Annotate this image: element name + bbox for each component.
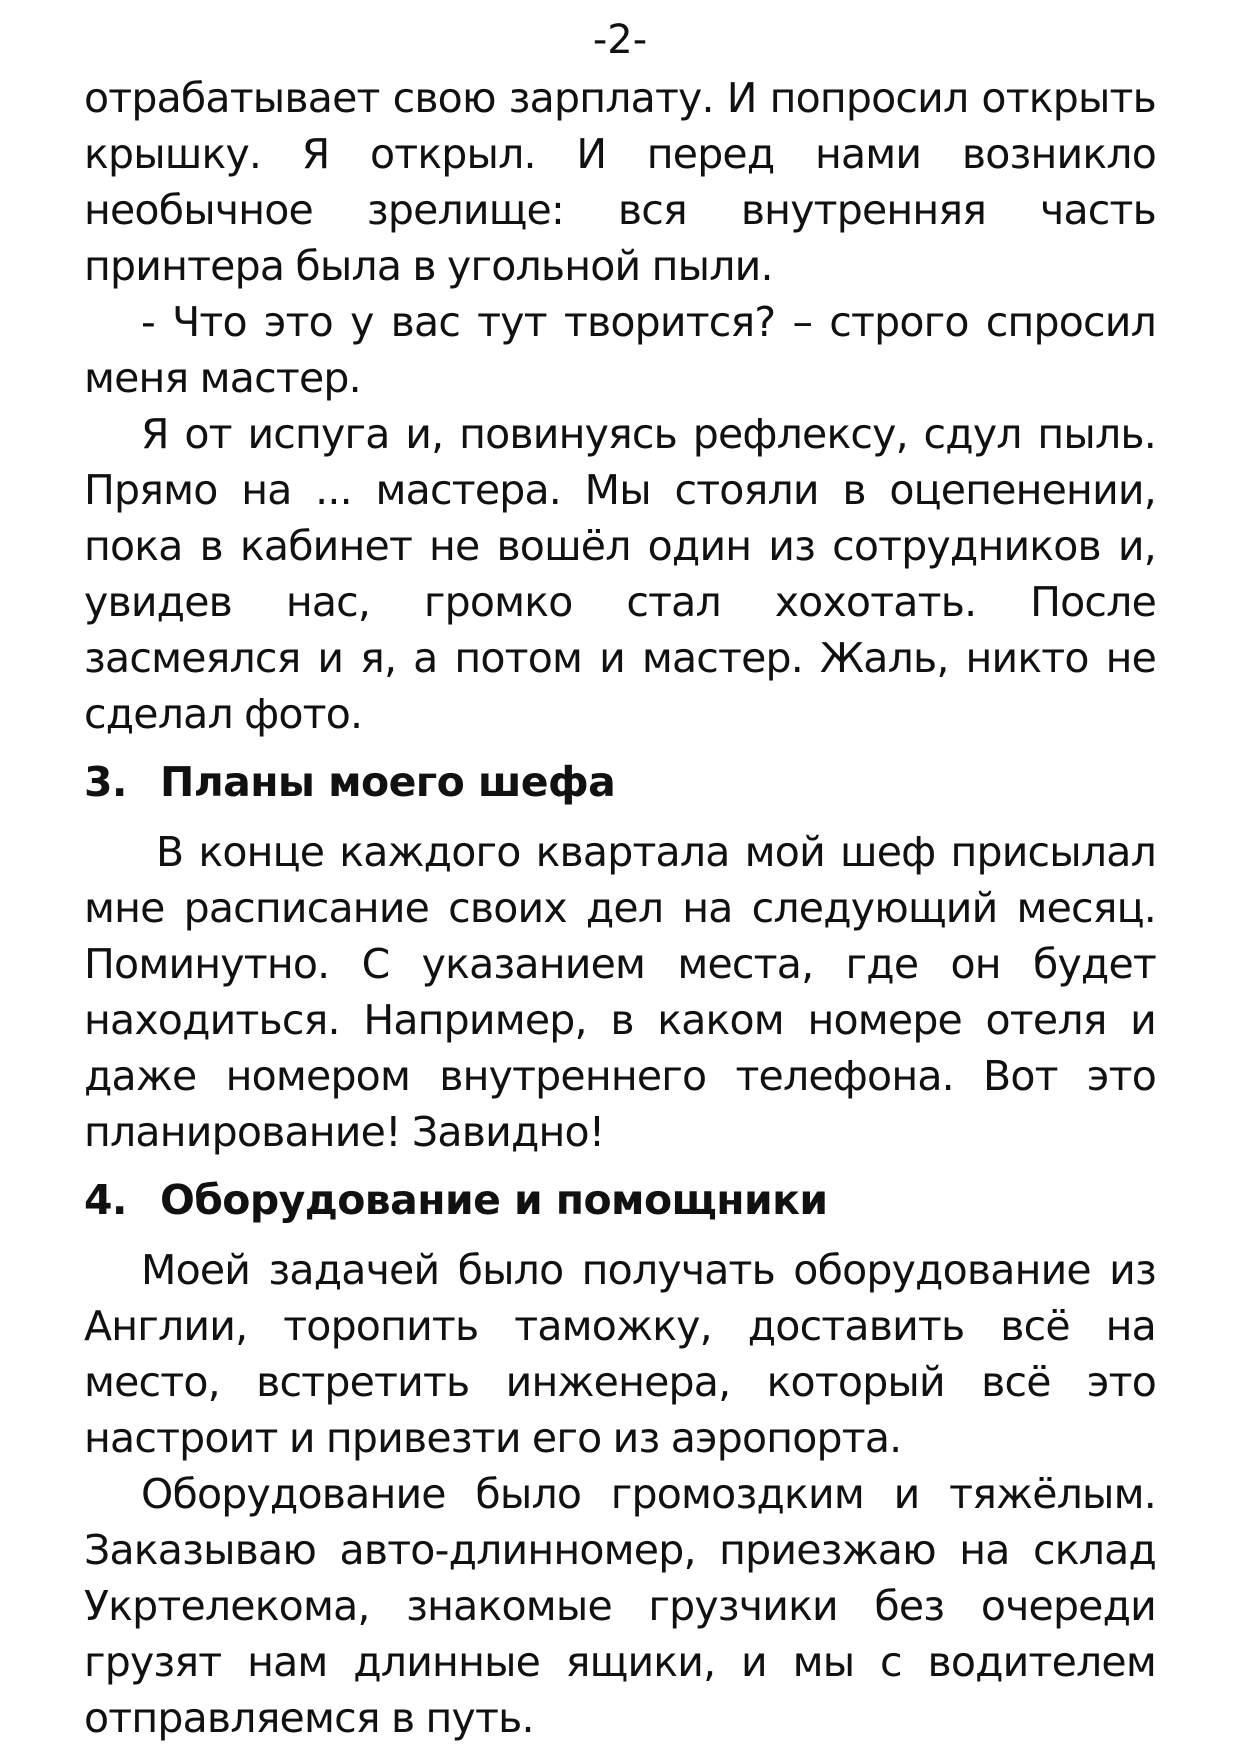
paragraph-story: Я от испуга и, повинуясь рефлексу, сдул пыль. Прямо на ... мастера. Мы стояли в оцепенении, пока в кабинет не вошёл один из сотрудников и, увидев нас, громко стал хохотать. После засмеялся и я, а потом и мастер. Жаль, никто не сделал фото. bbox=[84, 410, 1156, 738]
section-heading-3 bbox=[84, 754, 1156, 810]
section-3-paragraph: В конце каждого квартала мой шеф присылал мне расписание своих дел на следующий месяц. Поминутно. С указанием места, где он будет находиться. Например, в каком номере отеля и даже номером внутреннего телефона. Вот это планирование! Завидно! bbox=[84, 828, 1156, 1156]
paragraph-dialogue: - Что это у вас тут творится? – строго спросил меня мастер. bbox=[84, 298, 1156, 402]
section-4-paragraph-1: Моей задачей было получать оборудование из Англии, торопить таможку, доставить всё на место, встретить инженера, который всё это настроит и привезти его из аэропорта. bbox=[84, 1246, 1156, 1462]
paragraph-continuation: отрабатывает свою зарплату. И попросил открыть крышку. Я открыл. И перед нами возникло необычное зрелище: вся внутренняя часть принтера была в угольной пыли. bbox=[84, 74, 1156, 290]
page-number: -2- bbox=[592, 17, 648, 63]
section-number: 3. bbox=[84, 758, 127, 806]
section-heading-4 bbox=[84, 1172, 1156, 1228]
section-number: 4. bbox=[84, 1176, 127, 1224]
section-title: Оборудование и помощники bbox=[160, 1176, 828, 1224]
section-title: Планы моего шефа bbox=[160, 758, 616, 806]
section-4-paragraph-2: Оборудование было громоздким и тяжёлым. Заказываю авто-длинномер, приезжаю на склад Укртелекома, знакомые грузчики без очереди грузят нам длинные ящики, и мы с водителем отправляемся в путь. bbox=[84, 1470, 1156, 1742]
